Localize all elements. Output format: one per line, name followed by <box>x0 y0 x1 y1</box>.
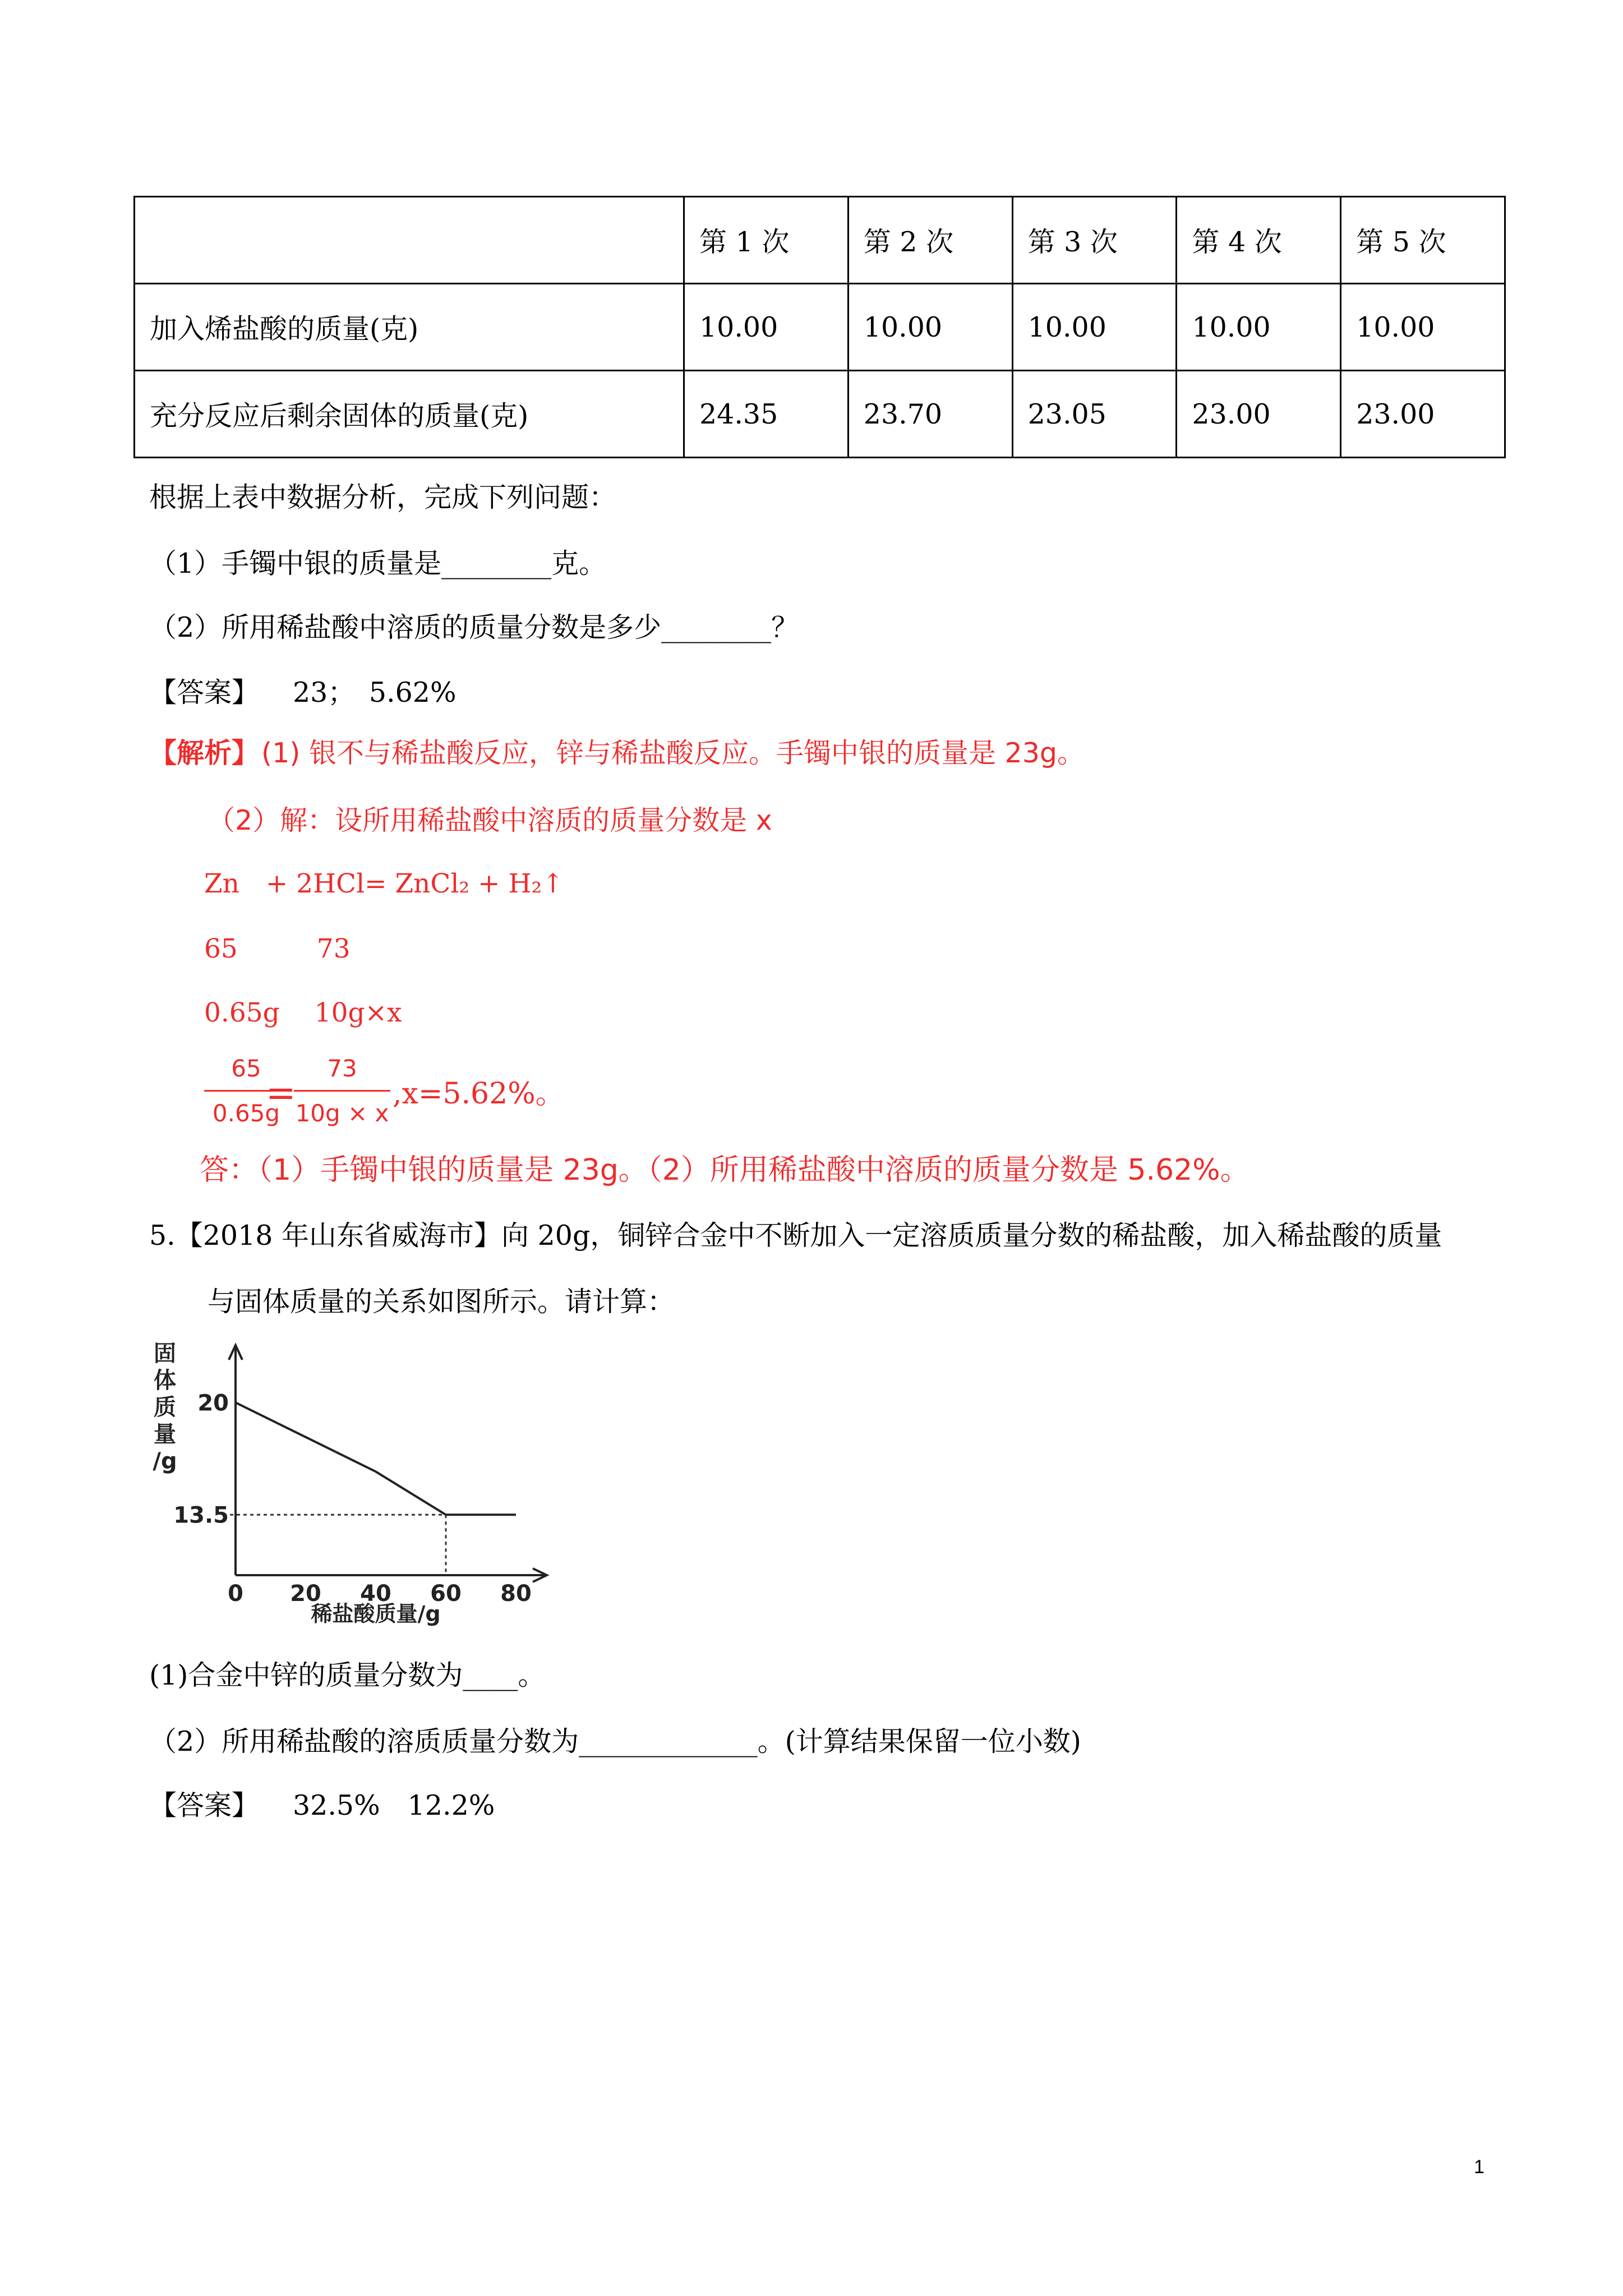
row-label: 加入烯盐酸的质量(克) <box>135 284 684 371</box>
table-header-cell: 第 5 次 <box>1341 197 1505 284</box>
table-cell: 23.70 <box>848 371 1012 458</box>
table-row <box>135 371 1505 458</box>
question-5-part-1: (1)合金中锌的质量分数为____。 <box>149 1659 546 1691</box>
x-axis-label: 稀盐酸质量/g <box>311 1602 441 1626</box>
table-cell: 23.00 <box>1341 371 1505 458</box>
y-axis-label <box>153 1341 177 1474</box>
fraction-left-denominator: 0.65g <box>212 1099 280 1127</box>
question-intro: 根据上表中数据分析，完成下列问题： <box>149 481 617 513</box>
mass-relation-chart <box>151 1340 583 1631</box>
table-cell: 10.00 <box>848 284 1012 371</box>
table-header-row <box>135 197 1505 284</box>
table-header-cell: 第 1 次 <box>684 197 849 284</box>
page-number: 1 <box>1474 2156 1484 2178</box>
analysis-line-1: (1) 银不与稀盐酸反应，锌与稀盐酸反应。手镯中银的质量是 23g。 <box>261 737 1085 769</box>
y-tick-label: 20 <box>197 1390 229 1416</box>
table-header-cell: 第 2 次 <box>848 197 1012 284</box>
chemical-equation: Zn + 2HCl= ZnCl₂ + H₂↑ <box>204 868 564 899</box>
x-tick-label: 40 <box>360 1581 391 1607</box>
table-row <box>135 284 1505 371</box>
fraction-right-denominator: 10g × x <box>295 1099 389 1127</box>
analysis-label: 【解析】 <box>149 737 260 769</box>
table-cell: 23.05 <box>1012 371 1177 458</box>
answer-values: 23； 5.62% <box>293 677 457 708</box>
y-axis-label-char: 体 <box>154 1368 176 1393</box>
table-header-cell <box>135 197 684 284</box>
conclusion: 答：（1）手镯中银的质量是 23g。（2）所用稀盐酸中溶质的质量分数是 5.62%。 <box>200 1153 1249 1187</box>
question-5-line-2: 与固体质量的关系如图所示。请计算： <box>208 1286 675 1318</box>
answer-label: 【答案】 <box>149 1789 260 1821</box>
table-header-cell: 第 3 次 <box>1012 197 1177 284</box>
fraction-left-numerator: 65 <box>231 1055 261 1082</box>
equals-sign: = <box>266 1073 296 1114</box>
fraction-right-numerator: 73 <box>327 1055 357 1082</box>
fraction-bar <box>294 1090 390 1092</box>
fraction-right <box>294 1055 390 1127</box>
row-label: 充分反应后剩余固体的质量(克) <box>135 371 684 458</box>
y-tick-label: 13.5 <box>173 1502 229 1529</box>
question-5-part-2: （2）所用稀盐酸的溶质质量分数为_____________。(计算结果保留一位小数) <box>149 1726 1081 1757</box>
y-axis-label-char: 量 <box>154 1421 176 1447</box>
x-tick-label: 60 <box>430 1581 462 1607</box>
x-tick-label: 0 <box>228 1581 243 1607</box>
table-cell: 10.00 <box>684 284 849 371</box>
series-line <box>236 1402 516 1515</box>
table-header-cell: 第 4 次 <box>1177 197 1341 284</box>
result-value: ,x=5.62%。 <box>393 1077 565 1111</box>
results-table <box>133 196 1506 458</box>
table-cell: 10.00 <box>1177 284 1341 371</box>
chart-guides <box>223 1515 446 1575</box>
y-axis-label-char: /g <box>153 1448 177 1474</box>
given-mass-row: 0.65g 10g×x <box>204 997 402 1028</box>
question-2: （2）所用稀盐酸中溶质的质量分数是多少________？ <box>149 611 799 643</box>
analysis-line-2: （2）解：设所用稀盐酸中溶质的质量分数是 x <box>208 804 772 836</box>
x-tick-label: 80 <box>500 1581 532 1607</box>
x-tick-label: 20 <box>290 1581 321 1607</box>
y-axis-label-char: 固 <box>154 1341 176 1366</box>
chart-series <box>236 1402 516 1515</box>
question-1: （1）手镯中银的质量是________克。 <box>149 547 607 579</box>
answer-values: 32.5% 12.2% <box>293 1789 495 1821</box>
question-5-line-1: 5.【2018 年山东省威海市】向 20g，铜锌合金中不断加入一定溶质质量分数的稀盐酸，加入稀盐酸的质量 <box>149 1220 1442 1251</box>
table-cell: 23.00 <box>1177 371 1341 458</box>
molar-mass-row: 65 73 <box>204 933 351 964</box>
table-cell: 10.00 <box>1012 284 1177 371</box>
table-cell: 24.35 <box>684 371 849 458</box>
y-axis-label-char: 质 <box>154 1395 176 1420</box>
table-cell: 10.00 <box>1341 284 1505 371</box>
answer-label: 【答案】 <box>149 677 260 708</box>
